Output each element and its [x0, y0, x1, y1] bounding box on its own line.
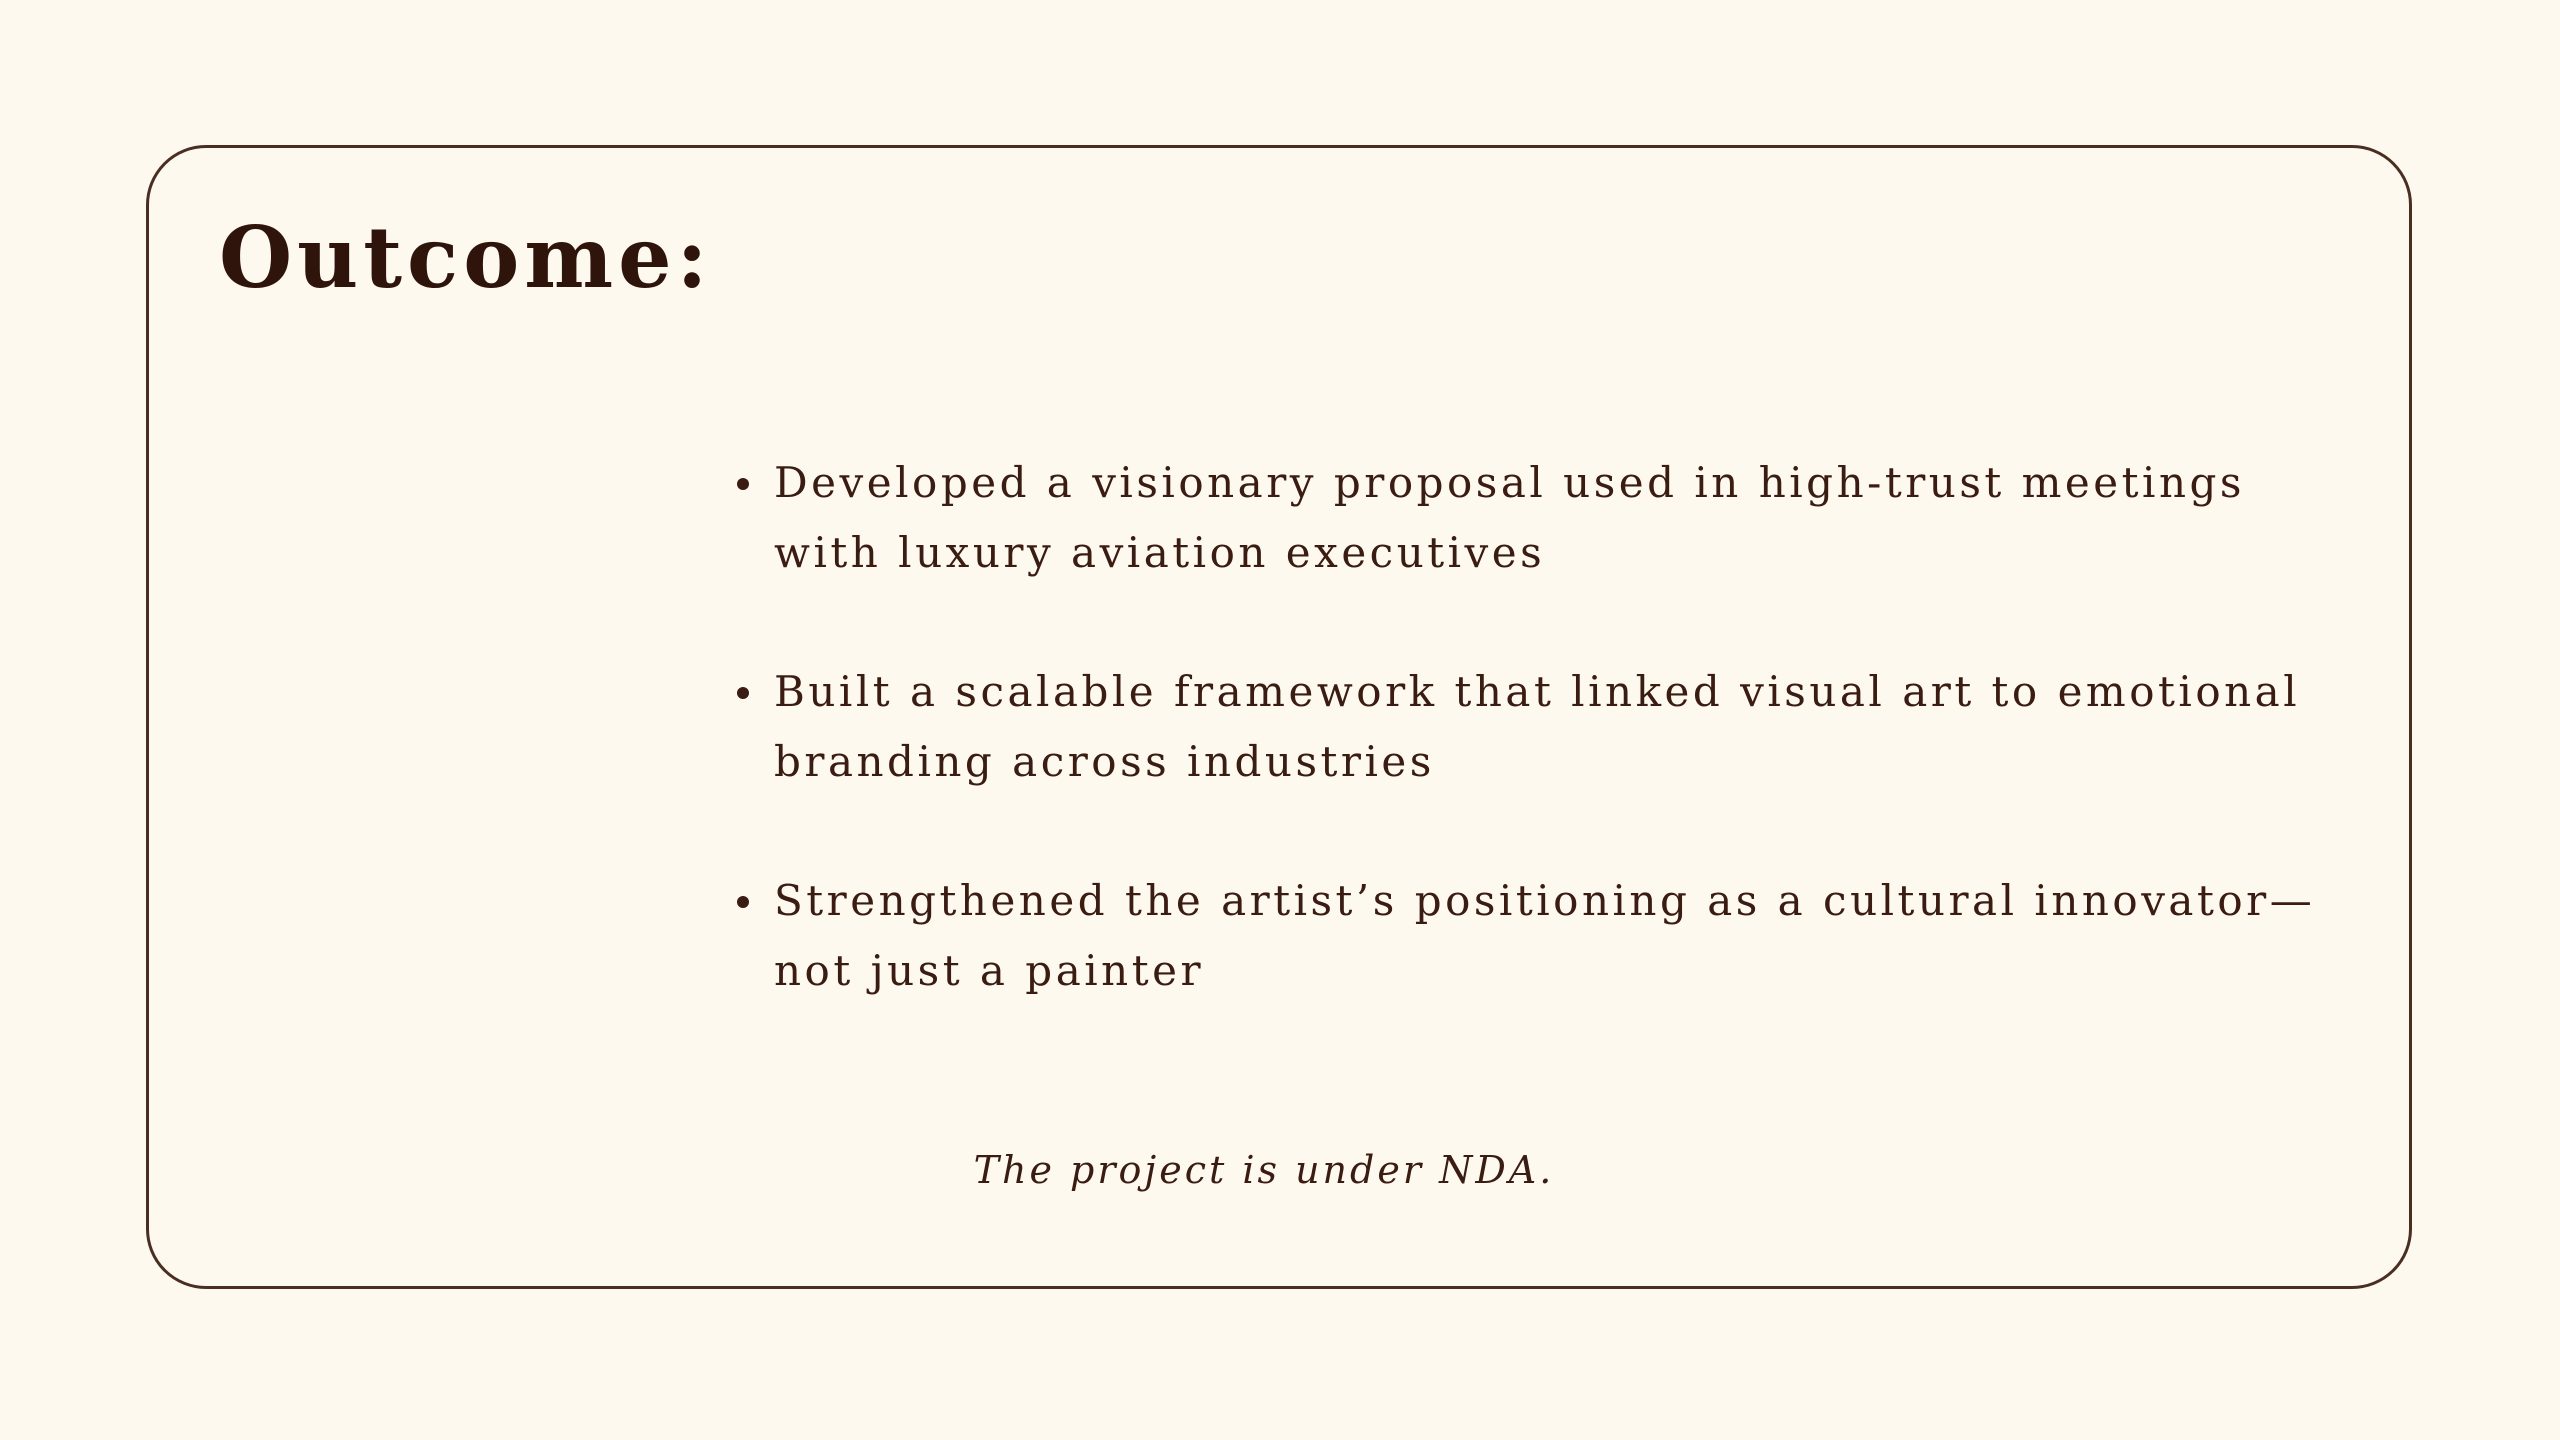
nda-note: The project is under NDA. — [973, 1148, 1555, 1192]
bullet-dot-icon — [737, 478, 749, 490]
list-item-text: Developed a visionary proposal used in high-trust meetings with luxury aviation executives — [774, 458, 2245, 577]
list-item — [729, 657, 2319, 797]
bullet-dot-icon — [737, 896, 749, 908]
bullet-dot-icon — [737, 687, 749, 699]
outcome-card — [146, 145, 2412, 1289]
section-title: Outcome: — [219, 208, 713, 307]
list-item-text: Strengthened the artist’s positioning as a cultural innovator—not just a painter — [774, 876, 2316, 995]
list-item-text: Built a scalable framework that linked visual art to emotional branding across industries — [774, 667, 2301, 786]
outcome-list — [729, 448, 2319, 1075]
list-item — [729, 866, 2319, 1006]
list-item — [729, 448, 2319, 588]
